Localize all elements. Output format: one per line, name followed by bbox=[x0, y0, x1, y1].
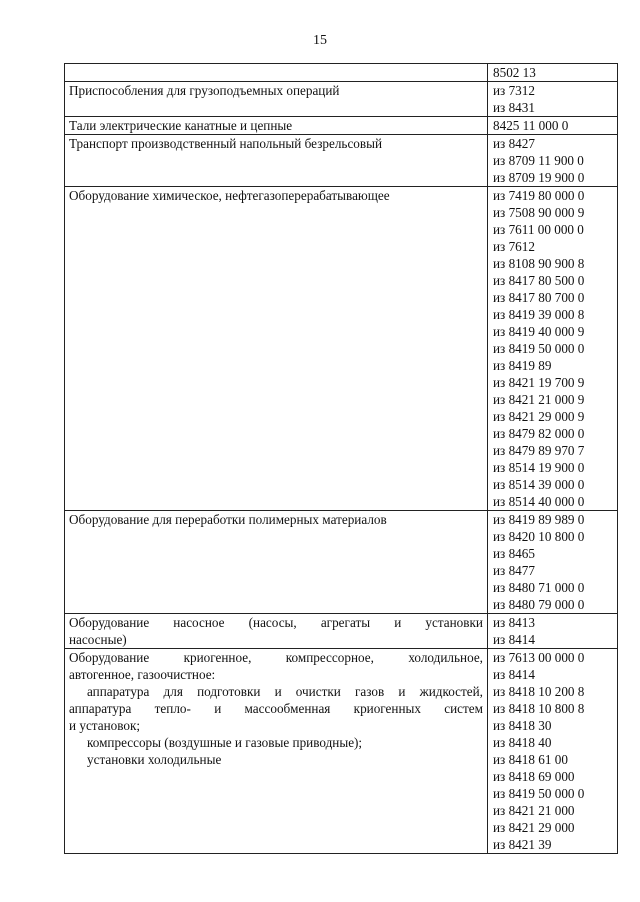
hs-code-cell bbox=[488, 64, 618, 82]
word: жидкостей, bbox=[419, 684, 483, 699]
word: и bbox=[274, 684, 282, 699]
table-row bbox=[65, 614, 618, 649]
product-name-line: установки холодильные bbox=[87, 752, 222, 767]
word: и bbox=[394, 615, 402, 630]
hs-code: из 8421 29 000 9 bbox=[493, 409, 585, 424]
product-name-line: Транспорт производственный напольный безрельсовый bbox=[69, 136, 383, 151]
hs-code: из 8419 89 989 0 bbox=[493, 512, 585, 527]
hs-code: из 8418 61 00 bbox=[493, 752, 568, 767]
hs-code: из 8431 bbox=[493, 100, 535, 115]
hs-code: из 8427 bbox=[493, 136, 535, 151]
hs-code: из 8421 29 000 bbox=[493, 820, 575, 835]
hs-code: из 8414 bbox=[493, 667, 535, 682]
hs-code: из 8480 71 000 0 bbox=[493, 580, 585, 595]
table-row bbox=[65, 82, 618, 117]
word: для bbox=[163, 684, 183, 699]
hs-code: из 8514 19 900 0 bbox=[493, 460, 585, 475]
hs-code-cell bbox=[488, 117, 618, 135]
product-name-cell bbox=[65, 64, 488, 82]
hs-code-cell bbox=[488, 187, 618, 511]
hs-code: из 8419 50 000 0 bbox=[493, 786, 585, 801]
hs-code: из 8479 82 000 0 bbox=[493, 426, 585, 441]
hs-code: из 8421 39 bbox=[493, 837, 552, 852]
table-body bbox=[65, 64, 618, 854]
table-row bbox=[65, 135, 618, 187]
word: аппаратура bbox=[69, 701, 132, 716]
product-name-line bbox=[69, 683, 483, 700]
word: установки bbox=[425, 615, 483, 630]
table-row bbox=[65, 64, 618, 82]
word: очистки bbox=[295, 684, 341, 699]
hs-code: из 8413 bbox=[493, 615, 535, 630]
table-row bbox=[65, 511, 618, 614]
word: Оборудование bbox=[69, 615, 150, 630]
product-name-line bbox=[69, 649, 483, 666]
word: холодильное, bbox=[408, 650, 483, 665]
word: систем bbox=[444, 701, 483, 716]
word: подготовки bbox=[197, 684, 261, 699]
word: и bbox=[398, 684, 406, 699]
hs-code: 8502 13 bbox=[493, 65, 536, 80]
word: и bbox=[214, 701, 222, 716]
hs-code: из 8419 50 000 0 bbox=[493, 341, 585, 356]
product-name-line: насосные) bbox=[69, 632, 127, 647]
hs-code-cell bbox=[488, 511, 618, 614]
hs-code: из 8419 89 bbox=[493, 358, 552, 373]
hs-code: из 8414 bbox=[493, 632, 535, 647]
hs-code: из 8419 39 000 8 bbox=[493, 307, 585, 322]
product-name-line: Приспособления для грузоподъемных операций bbox=[69, 83, 340, 98]
word: тепло- bbox=[154, 701, 191, 716]
hs-code: из 8465 bbox=[493, 546, 535, 561]
table-row bbox=[65, 187, 618, 511]
hs-code-cell bbox=[488, 614, 618, 649]
word: криогенных bbox=[353, 701, 421, 716]
hs-code: из 8418 40 bbox=[493, 735, 552, 750]
hs-code: из 8514 40 000 0 bbox=[493, 494, 585, 509]
hs-code: 8425 11 000 0 bbox=[493, 118, 569, 133]
hs-code: из 7611 00 000 0 bbox=[493, 222, 584, 237]
hs-code: из 8421 21 000 9 bbox=[493, 392, 585, 407]
product-name-cell bbox=[65, 82, 488, 117]
hs-code: из 8480 79 000 0 bbox=[493, 597, 585, 612]
hs-code-cell bbox=[488, 649, 618, 854]
hs-code: из 7508 90 000 9 bbox=[493, 205, 585, 220]
hs-code: из 8514 39 000 0 bbox=[493, 477, 585, 492]
hs-code: из 8418 30 bbox=[493, 718, 552, 733]
hs-code: из 7612 bbox=[493, 239, 535, 254]
hs-code: из 7419 80 000 0 bbox=[493, 188, 585, 203]
hs-code: из 8418 10 800 8 bbox=[493, 701, 585, 716]
word: (насосы, bbox=[248, 615, 297, 630]
product-name-line: автогенное, газоочистное: bbox=[69, 667, 216, 682]
table-row bbox=[65, 117, 618, 135]
product-name-cell bbox=[65, 135, 488, 187]
word: газов bbox=[354, 684, 385, 699]
word: насосное bbox=[173, 615, 225, 630]
hs-code: из 8418 69 000 bbox=[493, 769, 575, 784]
word: массообменная bbox=[244, 701, 331, 716]
product-name-cell bbox=[65, 117, 488, 135]
product-name-cell bbox=[65, 649, 488, 854]
word: криогенное, bbox=[183, 650, 252, 665]
hs-code: из 8421 19 700 9 bbox=[493, 375, 585, 390]
hs-code: из 8477 bbox=[493, 563, 535, 578]
hs-code-cell bbox=[488, 82, 618, 117]
product-name-line: Тали электрические канатные и цепные bbox=[69, 118, 293, 133]
hs-code: из 8709 19 900 0 bbox=[493, 170, 585, 185]
hs-code: из 8417 80 700 0 bbox=[493, 290, 585, 305]
word: компрессорное, bbox=[285, 650, 374, 665]
hs-code: из 8419 40 000 9 bbox=[493, 324, 585, 339]
word: Оборудование bbox=[69, 650, 150, 665]
hs-code: из 8421 21 000 bbox=[493, 803, 575, 818]
product-name-cell bbox=[65, 511, 488, 614]
hs-code: из 8417 80 500 0 bbox=[493, 273, 585, 288]
hs-code: из 8420 10 800 0 bbox=[493, 529, 585, 544]
product-name-line: компрессоры (воздушные и газовые приводные); bbox=[87, 735, 363, 750]
word: агрегаты bbox=[320, 615, 371, 630]
hs-code-cell bbox=[488, 135, 618, 187]
goods-code-table bbox=[64, 63, 618, 854]
page-number: 15 bbox=[313, 33, 327, 48]
hs-code: из 8418 10 200 8 bbox=[493, 684, 585, 699]
product-name-line bbox=[69, 614, 483, 631]
product-name-line: и установок; bbox=[69, 718, 141, 733]
product-name-line: Оборудование для переработки полимерных материалов bbox=[69, 512, 387, 527]
hs-code: из 7613 00 000 0 bbox=[493, 650, 585, 665]
hs-code: из 8709 11 900 0 bbox=[493, 153, 584, 168]
hs-code: из 7312 bbox=[493, 83, 535, 98]
word: аппаратура bbox=[87, 684, 150, 699]
hs-code: из 8108 90 900 8 bbox=[493, 256, 585, 271]
product-name-line bbox=[69, 700, 483, 717]
hs-code: из 8479 89 970 7 bbox=[493, 443, 585, 458]
product-name-cell bbox=[65, 187, 488, 511]
product-name-cell bbox=[65, 614, 488, 649]
product-name-line: Оборудование химическое, нефтегазоперерабатывающее bbox=[69, 188, 390, 203]
table-row bbox=[65, 649, 618, 854]
